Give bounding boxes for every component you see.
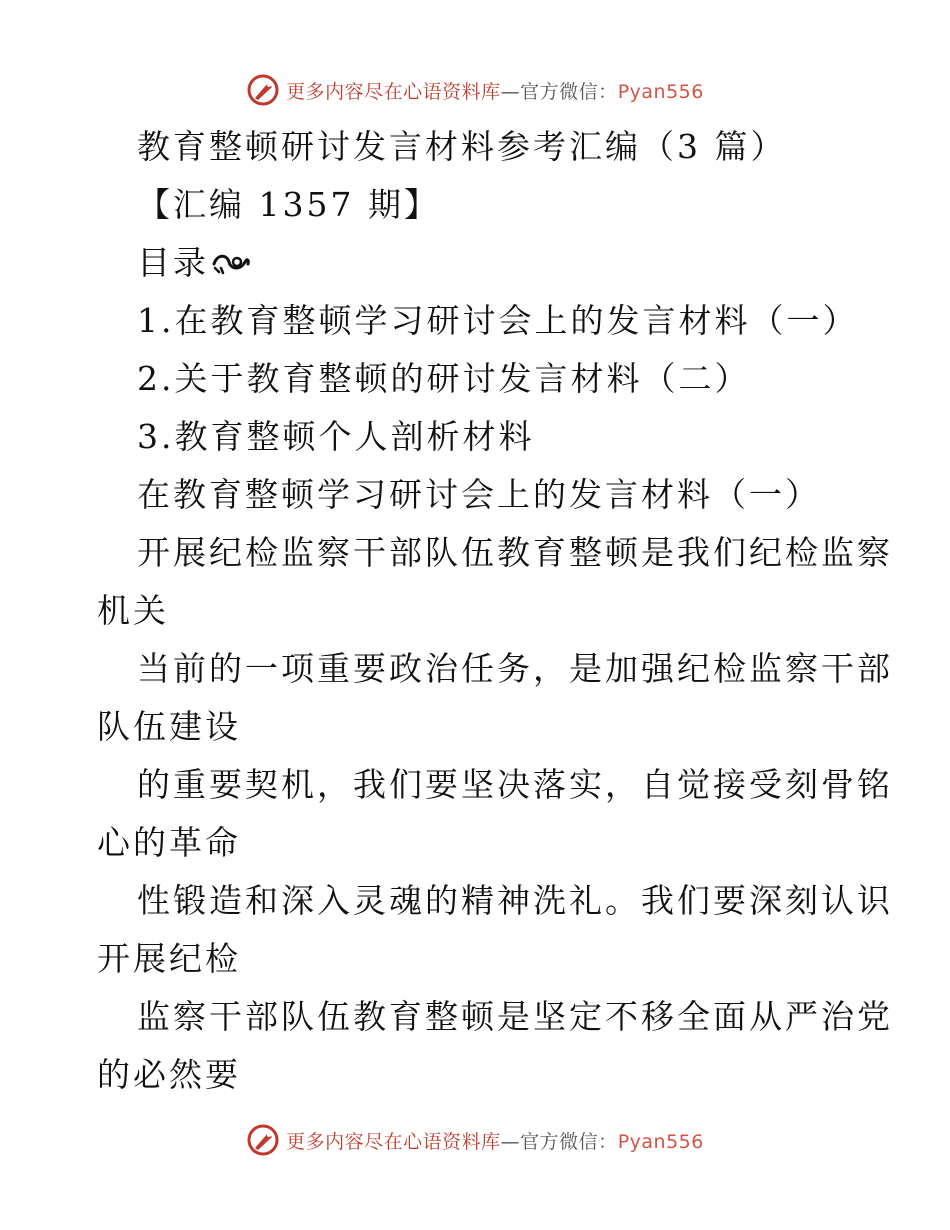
- pen-nib-logo-icon: [246, 73, 280, 107]
- pen-nib-logo-icon: [246, 1123, 280, 1157]
- toc-item-2[interactable]: 2.关于教育整顿的研讨发言材料（二）: [137, 359, 751, 398]
- body-line: 机关: [97, 591, 169, 630]
- document-body: [97, 118, 893, 1104]
- body-line: 当前的一项重要政治任务，是加强纪检监察干部: [137, 649, 893, 688]
- header-watermark: [0, 70, 950, 110]
- watermark-text: 更多内容尽在心语资料库: [286, 80, 501, 103]
- toc-item-1[interactable]: 1.在教育整顿学习研讨会上的发言材料（一）: [137, 301, 859, 340]
- body-line: 心的革命: [97, 823, 241, 862]
- body-line: 队伍建设: [97, 707, 241, 746]
- body-line: 开展纪检监察干部队伍教育整顿是我们纪检监察: [137, 533, 893, 572]
- watermark-wechat-id: Pyan556: [617, 1130, 704, 1153]
- watermark-wechat-id: Pyan556: [617, 80, 704, 103]
- toc-heading-label: 目录: [137, 243, 209, 282]
- body-line: 性锻造和深入灵魂的精神洗礼。我们要深刻认识: [137, 881, 893, 920]
- body-line: 开展纪检: [97, 939, 241, 978]
- body-line: 的必然要: [97, 1055, 241, 1094]
- dragon-ornament-icon: [211, 248, 251, 278]
- toc-item-3[interactable]: 3.教育整顿个人剖析材料: [137, 417, 535, 456]
- watermark-text: 更多内容尽在心语资料库: [286, 1130, 501, 1153]
- watermark-wechat-label: 官方微信：: [520, 1130, 618, 1153]
- footer-watermark: [0, 1120, 950, 1160]
- body-line: 的重要契机，我们要坚决落实，自觉接受刻骨铭: [137, 765, 893, 804]
- watermark-dash: —: [500, 1130, 521, 1153]
- issue-number: 【汇编 1357 期】: [137, 185, 440, 224]
- watermark-wechat-label: 官方微信：: [520, 80, 618, 103]
- section-heading: 在教育整顿学习研讨会上的发言材料（一）: [137, 475, 821, 514]
- watermark-dash: —: [500, 80, 521, 103]
- document-title: 教育整顿研讨发言材料参考汇编（3 篇）: [137, 127, 787, 166]
- toc-heading: [97, 234, 857, 292]
- body-line: 监察干部队伍教育整顿是坚定不移全面从严治党: [137, 997, 893, 1036]
